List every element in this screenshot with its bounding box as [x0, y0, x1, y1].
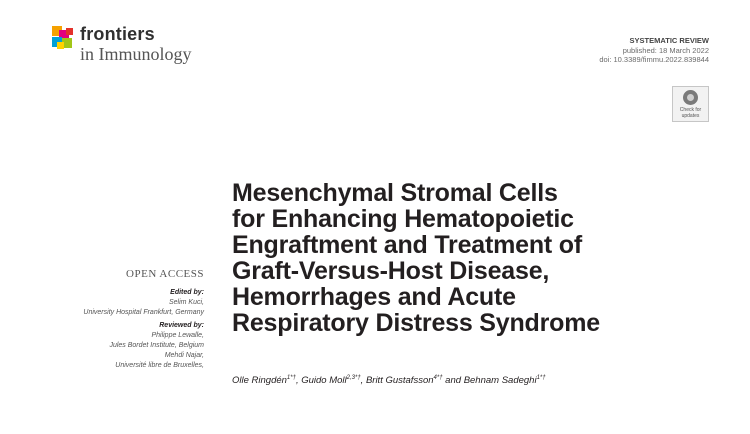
editor-block — [83, 288, 204, 318]
editor-affiliation: University Hospital Frankfurt, Germany — [83, 309, 204, 316]
edited-by-heading: Edited by: — [170, 289, 204, 296]
published-date: published: 18 March 2022 — [622, 45, 709, 55]
reviewer-name[interactable]: Philippe Lewalle, — [151, 332, 204, 339]
author-link[interactable]: Guido Moll$^{2,3*\dagger}$ — [301, 374, 361, 386]
check-for-updates-button[interactable] — [672, 86, 709, 122]
reviewer-affiliation: Université libre de Bruxelles, — [115, 362, 204, 369]
journal-logo — [52, 24, 222, 68]
crossmark-icon — [683, 90, 698, 105]
reviewer-name[interactable]: Mehdi Najar, — [164, 352, 204, 359]
editor-name[interactable]: Selim Kuci, — [168, 299, 204, 306]
title-line: Graft-Versus-Host Disease, — [232, 257, 550, 285]
article-type: SYSTEMATIC REVIEW — [629, 36, 709, 45]
title-line: Engraftment and Treatment of — [232, 231, 582, 259]
title-line: Respiratory Distress Syndrome — [232, 309, 600, 337]
author-link[interactable]: Behnam Sadeghi$^{1*\dagger}$ — [463, 374, 546, 386]
article-sidebar — [83, 268, 204, 371]
article-title — [232, 180, 702, 336]
frontiers-logo-icon — [52, 26, 76, 50]
author-list: Olle Ringdén$^{1*\dagger}$, Guido Moll$^{2,3*\dagger}$, Britt Gustafsson$^{4*\dagger}$ and Behnam Sadeghi$^{1*\dagger}$ — [232, 374, 546, 386]
reviewer-affiliation: Jules Bordet Institute, Belgium — [109, 342, 204, 349]
reviewer-block — [83, 321, 204, 371]
article-meta — [599, 36, 709, 65]
journal-subtitle: in Immunology — [80, 44, 192, 64]
author-link[interactable]: Britt Gustafsson$^{4*\dagger}$ — [365, 374, 443, 386]
title-line: Mesenchymal Stromal Cells — [232, 179, 558, 207]
author-link[interactable]: Olle Ringdén$^{1*\dagger}$ — [232, 374, 296, 386]
badge-label: Check for updates — [679, 107, 702, 119]
title-line: for Enhancing Hematopoietic — [232, 205, 574, 233]
doi-link[interactable]: doi: 10.3389/fimmu.2022.839844 — [599, 55, 709, 64]
reviewed-by-heading: Reviewed by: — [159, 322, 204, 329]
open-access-label: OPEN ACCESS — [126, 268, 204, 280]
journal-name: frontiers — [80, 24, 155, 44]
title-line: Hemorrhages and Acute — [232, 283, 516, 311]
